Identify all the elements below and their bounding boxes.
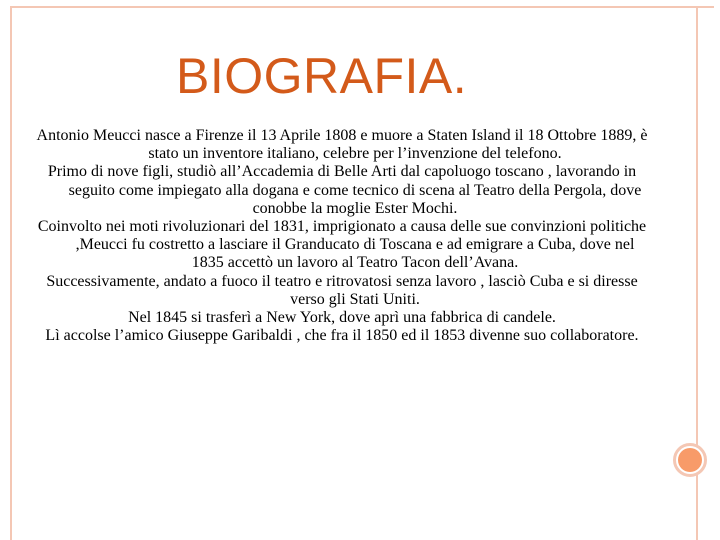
decorative-dot (678, 448, 702, 472)
paragraph-new-york: Nel 1845 si trasferì a New York, dove aprì una fabbrica di candele. (128, 309, 556, 327)
slide-title: BIOGRAFIA. (176, 48, 468, 104)
paragraph-garibaldi: Lì accolse l’amico Giuseppe Garibaldi , che fra il 1850 ed il 1853 divenne suo collaboratore. (45, 327, 639, 345)
slide-frame-left-line (10, 6, 12, 540)
paragraph-usa: Successivamente, andato a fuoco il teatro e ritrovatosi senza lavoro , lasciò Cuba e si diresse verso gli Stati Uniti. (46, 272, 638, 308)
paragraph-exile: Coinvolto nei moti rivoluzionari del 1831, imprigionato a causa delle sue convinzioni politiche ,Meucci fu costretto a lasciare il Granducato di Toscana e ad emigrare a Cuba, dove nel 1835 accettò un lavoro al Teatro Tacon dell’Avana. (37, 218, 647, 272)
slide-frame-top-line (10, 6, 714, 8)
biography-text (34, 127, 650, 345)
paragraph-birth: Antonio Meucci nasce a Firenze il 13 Aprile 1808 e muore a Staten Island il 18 Ottobre 1889, è stato un inventore italiano, celebre per l’invenzione del telefono. (36, 127, 648, 163)
paragraph-education: Primo di nove figli, studiò all’Accademia di Belle Arti dal capoluogo toscano , lavorando in seguito come impiegato alla dogana e come tecnico di scena al Teatro della Pergola, dove conobbe la moglie Ester Mochi. (47, 163, 642, 217)
